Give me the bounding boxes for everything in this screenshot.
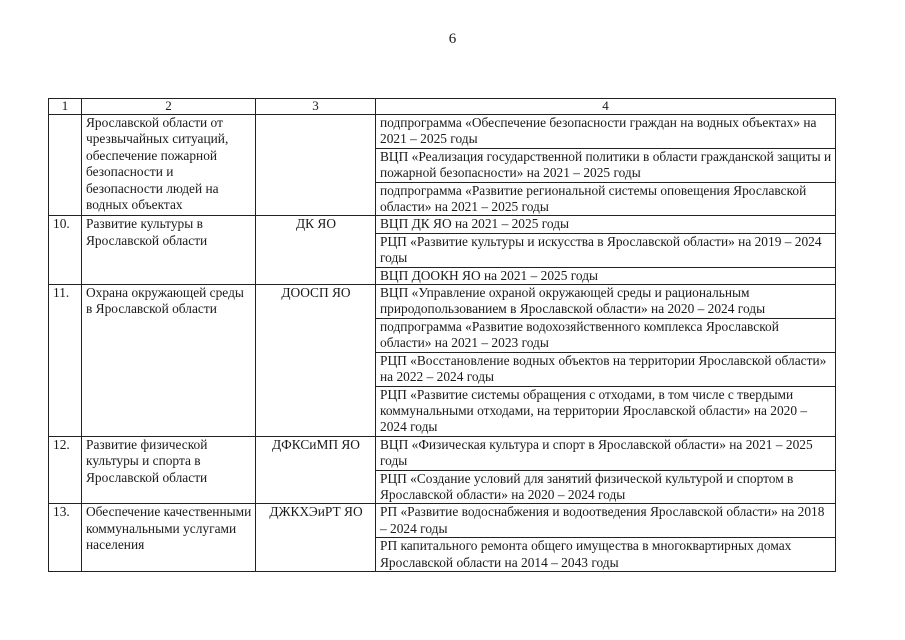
- row-number: 10.: [49, 216, 82, 285]
- program-entry: подпрограмма «Развитие региональной системы оповещения Ярославской области» на 2021 – 2025 годы: [376, 182, 836, 216]
- program-entry: ВЦП ДООКН ЯО на 2021 – 2025 годы: [376, 267, 836, 284]
- table-header-row: [49, 99, 836, 115]
- responsible-department: ДК ЯО: [256, 216, 376, 285]
- responsible-department: ДЖКХЭиРТ ЯО: [256, 504, 376, 572]
- responsible-department: ДООСП ЯО: [256, 285, 376, 437]
- column-header-3: 3: [256, 99, 376, 115]
- program-entry: ВЦП ДК ЯО на 2021 – 2025 годы: [376, 216, 836, 233]
- program-area: Охрана окружающей среды в Ярославской области: [82, 285, 256, 437]
- column-header-2: 2: [82, 99, 256, 115]
- table-row: [49, 504, 836, 538]
- row-number: [49, 115, 82, 216]
- row-number: 13.: [49, 504, 82, 572]
- program-entry: подпрограмма «Обеспечение безопасности граждан на водных объектах» на 2021 – 2025 годы: [376, 115, 836, 149]
- program-entry: РЦП «Развитие системы обращения с отходами, в том числе с твердыми коммунальными отходами, на территории Ярославской области» на 2020 – 2024 годы: [376, 386, 836, 436]
- program-entry: РП «Развитие водоснабжения и водоотведения Ярославской области» на 2018 – 2024 годы: [376, 504, 836, 538]
- table-row: [49, 115, 836, 149]
- table-row: [49, 216, 836, 233]
- table-body: [49, 115, 836, 572]
- program-entry: ВЦП «Управление охраной окружающей среды и рациональным природопользованием в Ярославской области» на 2020 – 2024 годы: [376, 285, 836, 319]
- column-header-1: 1: [49, 99, 82, 115]
- program-entry: подпрограмма «Развитие водохозяйственного комплекса Ярославской области» на 2021 – 2023 годы: [376, 318, 836, 352]
- program-entry: ВЦП «Реализация государственной политики в области гражданской защиты и пожарной безопасности» на 2021 – 2025 годы: [376, 148, 836, 182]
- responsible-department: ДФКСиМП ЯО: [256, 436, 376, 504]
- column-header-4: 4: [376, 99, 836, 115]
- program-area: Обеспечение качественными коммунальными услугами населения: [82, 504, 256, 572]
- programs-table: [48, 98, 836, 572]
- row-number: 12.: [49, 436, 82, 504]
- program-entry: РП капитального ремонта общего имущества в многоквартирных домах Ярославской области на 2014 – 2043 годы: [376, 538, 836, 572]
- program-area: Развитие культуры в Ярославской области: [82, 216, 256, 285]
- page-number: 6: [448, 31, 457, 47]
- program-entry: РЦП «Создание условий для занятий физической культурой и спортом в Ярославской области» на 2020 – 2024 годы: [376, 470, 836, 504]
- table-row: [49, 285, 836, 319]
- program-area: Ярославской области от чрезвычайных ситуаций, обеспечение пожарной безопасности и безопасности людей на водных объектах: [82, 115, 256, 216]
- responsible-department: [256, 115, 376, 216]
- program-area: Развитие физической культуры и спорта в Ярославской области: [82, 436, 256, 504]
- program-entry: ВЦП «Физическая культура и спорт в Ярославской области» на 2021 – 2025 годы: [376, 436, 836, 470]
- row-number: 11.: [49, 285, 82, 437]
- program-entry: РЦП «Развитие культуры и искусства в Ярославской области» на 2019 – 2024 годы: [376, 233, 836, 267]
- program-entry: РЦП «Восстановление водных объектов на территории Ярославской области» на 2022 – 2024 годы: [376, 352, 836, 386]
- table-row: [49, 436, 836, 470]
